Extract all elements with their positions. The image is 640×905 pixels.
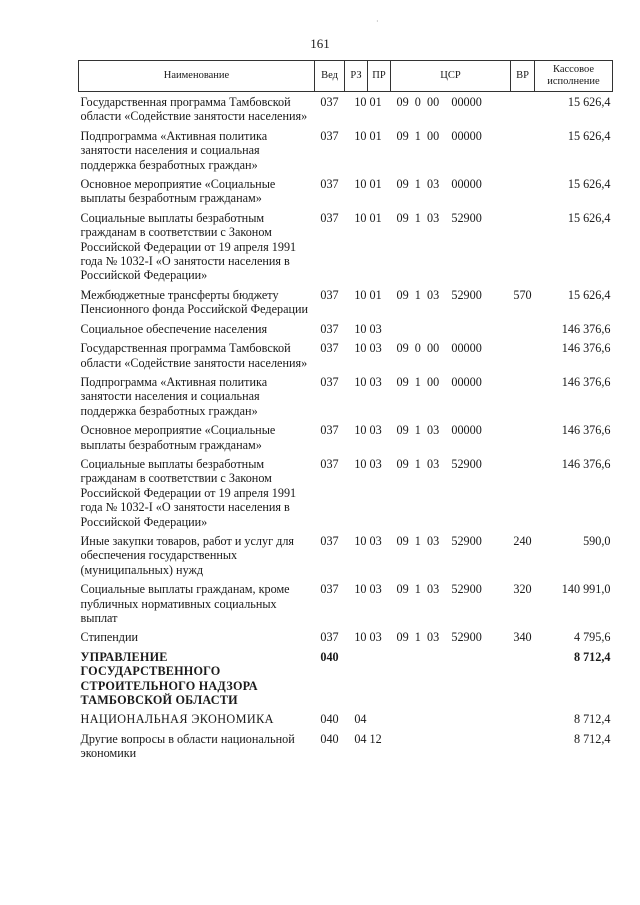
row-name: Государственная программа Тамбовской области «Содействие занятости населения» (80, 341, 308, 370)
row-ved: 037 (320, 210, 339, 225)
row-vr: 240 (513, 533, 532, 548)
row-csr: 09 1 03 52900 (396, 582, 482, 597)
row-amount: 8 712,4 (573, 712, 611, 727)
row-csr: 09 1 03 52900 (396, 533, 482, 548)
table-row (79, 582, 613, 630)
header-amount: Кассовое исполнение (535, 61, 613, 92)
table-row (79, 129, 613, 177)
table-row (79, 92, 613, 129)
row-ved: 037 (320, 423, 339, 438)
row-name: Социальное обеспечение населения (80, 321, 268, 336)
row-amount: 15 626,4 (567, 287, 611, 302)
row-name: Основное мероприятие «Социальные выплаты безработным гражданам» (80, 177, 276, 206)
row-csr: 09 0 00 00000 (396, 95, 482, 109)
table-row (79, 177, 613, 211)
table-header-row (79, 61, 613, 92)
row-name: УПРАВЛЕНИЕ ГОСУДАРСТВЕННОГО СТРОИТЕЛЬНОГО НАДЗОРА ТАМБОВСКОЙ ОБЛАСТИ (80, 649, 258, 708)
row-csr (391, 732, 511, 766)
row-rz: 10 (354, 341, 367, 356)
row-vr: 340 (513, 630, 532, 645)
row-vr (511, 423, 535, 457)
row-pr: 01 (369, 210, 382, 225)
row-ved: 037 (320, 582, 339, 597)
row-rz (345, 650, 368, 713)
scan-speck: · (376, 17, 379, 26)
row-rz: 10 (354, 95, 367, 109)
row-vr (511, 712, 535, 731)
row-ved: 037 (320, 95, 339, 109)
row-amount: 146 376,6 (561, 374, 611, 389)
row-vr (511, 129, 535, 177)
budget-table (78, 60, 613, 766)
row-ved: 040 (320, 731, 339, 746)
row-name: Межбюджетные трансферты бюджету Пенсионного фонда Российской Федерации (80, 287, 309, 317)
row-name: Подпрограмма «Активная политика занятости населения и социальная поддержка безработных граждан» (80, 374, 268, 418)
row-name: Государственная программа Тамбовской области «Содействие занятости населения» (80, 95, 308, 124)
row-vr: 320 (513, 582, 532, 597)
row-ved: 037 (320, 128, 339, 143)
row-csr: 09 1 03 52900 (396, 210, 482, 225)
row-pr: 03 (369, 456, 382, 471)
row-csr: 09 1 03 52900 (396, 630, 482, 645)
row-rz: 04 (354, 712, 367, 727)
row-amount: 15 626,4 (567, 210, 611, 225)
table-row (79, 322, 613, 341)
row-pr: 03 (369, 582, 382, 597)
table-row (79, 288, 613, 322)
row-csr: 09 1 03 00000 (396, 177, 482, 192)
header-ved: Вед (315, 61, 345, 92)
header-csr: ЦСР (391, 61, 511, 92)
row-csr (391, 650, 511, 713)
page-number: 161 (310, 36, 330, 51)
row-pr (368, 712, 391, 731)
row-name: Иные закупки товаров, работ и услуг для обеспечения государственных (муниципальных) нужд (80, 533, 295, 577)
row-csr: 09 1 03 52900 (396, 287, 482, 302)
table-row (79, 375, 613, 423)
row-amount: 8 712,4 (573, 649, 611, 664)
row-csr (391, 322, 511, 341)
row-pr: 03 (369, 533, 382, 548)
row-vr (511, 732, 535, 766)
row-amount: 4 795,6 (573, 630, 611, 645)
row-rz: 04 (354, 731, 367, 746)
row-rz: 10 (354, 423, 367, 438)
header-rz: РЗ (345, 61, 368, 92)
row-name: Подпрограмма «Активная политика занятости населения и социальная поддержка безработных граждан» (80, 128, 268, 172)
row-amount: 15 626,4 (567, 95, 611, 109)
row-rz: 10 (354, 533, 367, 548)
table-row (79, 341, 613, 375)
row-amount: 590,0 (583, 533, 611, 548)
row-name: Стипендии (80, 630, 139, 645)
row-pr: 01 (369, 128, 382, 143)
table-row (79, 712, 613, 731)
row-ved: 037 (320, 630, 339, 645)
row-amount: 15 626,4 (567, 177, 611, 192)
row-pr: 01 (369, 287, 382, 302)
table-row (79, 457, 613, 534)
row-pr: 01 (369, 95, 382, 109)
row-amount: 8 712,4 (573, 731, 611, 746)
table-row (79, 534, 613, 582)
row-rz: 10 (354, 287, 367, 302)
row-rz: 10 (354, 374, 367, 389)
row-ved: 040 (320, 712, 339, 727)
row-vr (511, 322, 535, 341)
row-name: НАЦИОНАЛЬНАЯ ЭКОНОМИКА (80, 712, 274, 727)
row-csr: 09 1 00 00000 (396, 128, 482, 143)
row-name: Социальные выплаты гражданам, кроме публичных нормативных социальных выплат (80, 582, 290, 625)
row-ved: 037 (320, 341, 339, 356)
row-rz: 10 (354, 456, 367, 471)
row-rz: 10 (354, 210, 367, 225)
row-csr: 09 1 00 00000 (396, 374, 482, 389)
row-pr (368, 650, 391, 713)
row-rz: 10 (354, 582, 367, 597)
row-amount: 140 991,0 (561, 582, 611, 597)
row-name: Социальные выплаты безработным гражданам в соответствии с Законом Российской Федерации от 19 апреля 1991 года № 1032-I «О занятости населения в Российской Федерации» (80, 210, 297, 283)
row-rz: 10 (354, 630, 367, 645)
table-row (79, 211, 613, 288)
row-pr: 03 (369, 630, 382, 645)
row-name: Другие вопросы в области национальной экономики (80, 731, 295, 761)
row-pr: 03 (369, 423, 382, 438)
row-vr (511, 341, 535, 375)
row-csr (391, 712, 511, 731)
table-row (79, 650, 613, 713)
row-name: Социальные выплаты безработным гражданам в соответствии с Законом Российской Федерации от 19 апреля 1991 года № 1032-I «О занятости населения в Российской Федерации» (80, 456, 297, 529)
row-vr (511, 650, 535, 713)
header-vr: ВР (511, 61, 535, 92)
row-vr (511, 211, 535, 288)
row-amount: 146 376,6 (561, 456, 611, 471)
row-ved: 037 (320, 287, 339, 302)
row-amount: 146 376,6 (561, 321, 611, 336)
row-ved: 037 (320, 177, 339, 192)
row-name: Основное мероприятие «Социальные выплаты безработным гражданам» (80, 423, 276, 452)
row-amount: 146 376,6 (561, 423, 611, 438)
row-pr: 01 (369, 177, 382, 192)
row-vr: 570 (513, 287, 532, 302)
row-ved: 040 (320, 649, 339, 664)
row-amount: 15 626,4 (567, 128, 611, 143)
row-pr: 12 (369, 731, 382, 746)
table-row (79, 630, 613, 649)
row-vr (511, 92, 535, 129)
row-ved: 037 (320, 374, 339, 389)
row-rz: 10 (354, 321, 367, 336)
row-ved: 037 (320, 321, 339, 336)
header-name: Наименование (79, 61, 315, 92)
table-row (79, 423, 613, 457)
row-csr: 09 1 03 52900 (396, 456, 482, 471)
row-amount: 146 376,6 (561, 341, 611, 356)
row-pr: 03 (369, 374, 382, 389)
row-pr: 03 (369, 341, 382, 356)
row-ved: 037 (320, 456, 339, 471)
row-csr: 09 1 03 00000 (396, 423, 482, 438)
row-ved: 037 (320, 533, 339, 548)
row-pr: 03 (369, 321, 382, 336)
row-vr (511, 457, 535, 534)
table-row (79, 732, 613, 766)
row-vr (511, 177, 535, 211)
row-rz: 10 (354, 177, 367, 192)
header-pr: ПР (368, 61, 391, 92)
row-csr: 09 0 00 00000 (396, 341, 482, 356)
row-rz: 10 (354, 128, 367, 143)
row-vr (511, 375, 535, 423)
